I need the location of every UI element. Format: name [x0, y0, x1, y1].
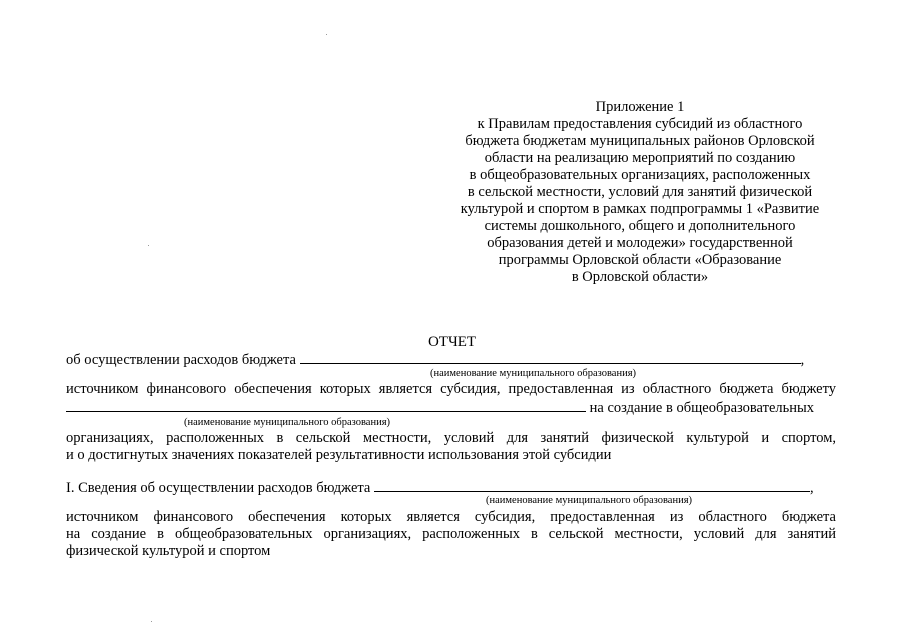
appendix-line: в Орловской области» [571, 269, 709, 285]
appendix-line: в сельской местности, условий для занятий физической [467, 184, 813, 200]
report-line-1-prefix: об осуществлении расходов бюджета [66, 352, 296, 368]
section-1-line-2: источником финансового обеспечения которых является субсидия, предоставленная из областного бюджета [66, 509, 836, 525]
scan-speck [326, 34, 327, 35]
municipal-name-blank[interactable] [300, 350, 801, 364]
appendix-line: бюджета бюджетам муниципальных районов Орловской [465, 133, 815, 149]
report-line-3-suffix: на создание в общеобразовательных [589, 400, 814, 416]
municipal-name-caption: (наименование муниципального образования) [430, 368, 637, 379]
section-1-heading-prefix: I. Сведения об осуществлении расходов бюджета [66, 480, 371, 496]
scan-speck [148, 245, 149, 246]
appendix-line: образования детей и молодежи» государственной [487, 235, 793, 251]
section-1-line-3: на создание в общеобразовательных организациях, расположенных в сельской местности, условий для занятий [66, 526, 836, 542]
municipal-name-caption-2: (наименование муниципального образования) [184, 417, 391, 428]
appendix-line: к Правилам предоставления субсидий из областного [477, 116, 803, 132]
appendix-line: в общеобразовательных организациях, расположенных [469, 167, 811, 183]
scan-speck [151, 621, 152, 622]
section-1-municipal-blank[interactable] [374, 478, 810, 492]
report-line-4: организациях, расположенных в сельской местности, условий для занятий физической культурой и спортом, [66, 430, 836, 446]
appendix-line: системы дошкольного, общего и дополнительного [484, 218, 796, 234]
section-1-heading [66, 478, 814, 497]
appendix-line: области на реализацию мероприятий по созданию [484, 150, 796, 166]
section-1-heading-suffix: , [809, 480, 814, 496]
section-1-line-4: физической культурой и спортом [66, 543, 271, 559]
appendix-line: Приложение 1 [595, 99, 685, 115]
report-line-2: источником финансового обеспечения которых является субсидия, предоставленная из областного бюджета бюджету [66, 381, 836, 397]
section-1-municipal-caption: (наименование муниципального образования) [486, 495, 693, 506]
appendix-line: программы Орловской области «Образование [498, 252, 782, 268]
report-title: ОТЧЕТ [427, 334, 477, 350]
report-line-3 [66, 398, 814, 417]
report-line-5: и о достигнутых значениях показателей результативности использования этой субсидии [66, 447, 612, 463]
municipal-name-blank-2[interactable] [66, 398, 586, 412]
report-line-1 [66, 350, 804, 369]
report-line-1-suffix: , [800, 352, 805, 368]
appendix-line: культурой и спортом в рамках подпрограммы 1 «Развитие [460, 201, 820, 217]
